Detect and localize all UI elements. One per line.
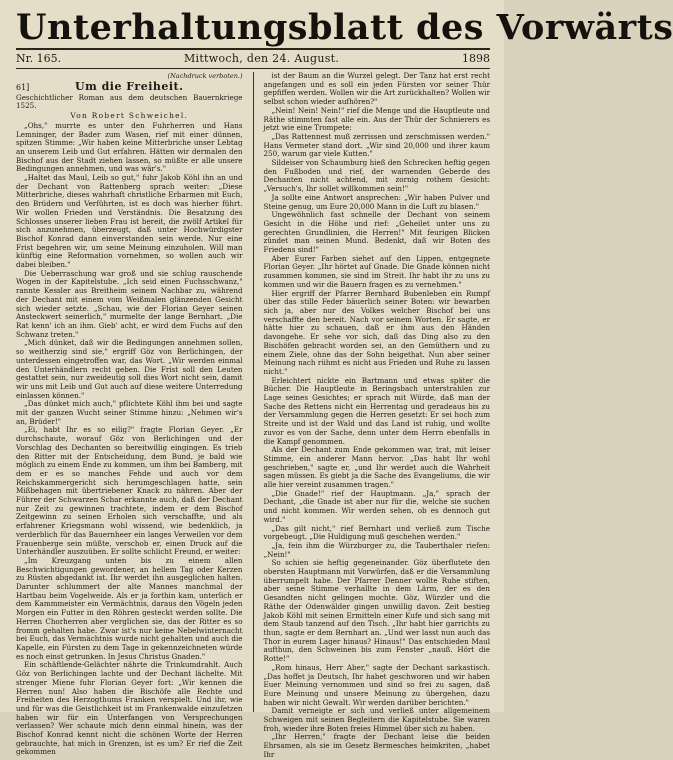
left-body bbox=[16, 122, 243, 757]
paragraph: „Ohs," murrte es unter den Fuhrherren und Hans Lemninger, der Bader zum Wasen, rief mit einer dünnen, spitzen Stimme: „Wir haben keine Mitterbriche unser Lebtag an unserem Leib und Gut erfahren. Hätten wir dermalen den Bischof aus der Stadt ziehen lassen, so müßte er alle unsere Bedingungen annehmen, und was wär's." bbox=[16, 120, 243, 174]
right-body bbox=[263, 72, 490, 760]
article-author: Von Robert Schweichel. bbox=[70, 111, 189, 121]
paragraph: „Haltet das Maul, Leib so gut," fuhr Jakob Köhl ihn an und der Dechant von Rattenberg sprach weiter: „Diese Mitterbriche, dieses wahrhaft christliche Erbarmen mit Euch, den Brüdern und Verführten, ist es doch was hierher führt. Wir wollen Frieden und Verständnis. Die Besatzung des Schlosses unserer lieben Frau ist bereit, die zwölf Artikel für sich anzunehmen, überzeugt, daß unter Hochwürdigster Bischof Konrad dann einverstanden sein werde. Nur eine Frist begehren wir, um seine Meinung einzuholen. Will man künftig eine Reformation vornehmen, so wollen auch wir dabei bleiben." bbox=[16, 173, 243, 270]
paragraph: „Das gilt nicht," rief Bernhart und verließ zum Tische vorgebeugt. „Die Huldigung muß geschehen werden." bbox=[263, 523, 490, 542]
paragraph: „Ei, habt Ihr es so eilig?" fragte Florian Geyer. „Er durchschaute, worauf Göz von Berlichingen und der Vorschlag des Dechanten so bereitwillig eingingen. Es trieb den Ritter mit der Entscheidung, dem Bund, je bald wie möglich zu einem Ende zu kommen, um ihm bei Bamberg, mit dem er es so manches Fehde und auch vor dem Reichskammergericht sich herumgeschlagen hatte, sein Mißbehagen mit übertriebener Knack zu nähren. Aber der Führer der Schwarzen Schar erkannte auch, daß der Dechant nur Zeit zu gewinnen trachtete, indem er dem Bischof Zeitgewinn zu seinen Erholen sich verschaffte, und als erfahrener Kriegsmann wohl wissend, wie bedenklich, ja verderblich für das Bauernheer ein langes Verweilen vor dem Frauenberge sein müßte, verschob er, einen Druck auf die Unterhändler auszuüben. Er sollte schlicht Freund, er weiter: bbox=[16, 425, 243, 557]
article-subtitle: Geschichtlicher Roman aus dem deutschen Bauernkriege 1525. bbox=[16, 92, 243, 111]
column-separator bbox=[253, 72, 254, 712]
paragraph: „Rom hinaus, Herr Aber," sagte der Dechant sarkastisch. „Das hoffet ja Deutsch, Ihr habet geschworen und wir haben Euer Meinung vernommen und sind so frei zu sagen, daß Eure Meinung und unsere Meinung zu übergehen, dazu haben wir nicht Gewalt. Wir werden darüber berichten." bbox=[263, 662, 490, 707]
paragraph: Als der Dechant zum Ende gekommen war, trat, mit leiser Stimme, ein anderer Mann hervor. „Das habt Ihr wohl geschrieben," sagte er, „und Ihr werdet auch die Wahrheit sagen müssen. Es giebt ja die Sache des Evangeliums, die wir alle hier vereint zusammen tragen." bbox=[263, 445, 490, 490]
paragraph: „Das dünket mich auch," pflichtete Köhl ihm bei und sagte mit der ganzen Wucht seiner Stimme hinzu: „Nehmen wir's an, Brüder!" bbox=[16, 399, 243, 426]
paragraph: Erleichtert nickte ein Bartmann und etwas später die Bücher. Die Hauptleute in Beringsbach unterstrahlen zur Lage seines Gesichtes; er sprach mit Würde, daß man der Sache des Rettens nicht ein Herrentag und geradeaus bis zu der Versammlung gegen die Herren gesetzt: Er sei hoch zum Streite und ist der Wald und das Land ist ruhig, und wollte zuvor es von der Sache, denn unter dem Herrn ebenfalls in die Kampf genommen. bbox=[263, 375, 490, 446]
paragraph: Aber Eurer Farben siehet auf den Lippen, entgegnete Florian Geyer. „Ihr hörtet auf Gnade. Die Gnade können nicht zusammen kommen, sie sind im Streit. Ihr habt ihr zu uns zu kommen und wir die Bauern fragen es zu vernehmen." bbox=[263, 253, 490, 289]
paragraph: Ein schäftlende-Gelächter nährte die Trinkumdrahlt. Auch Göz von Berlichingen lachte und der Dechant lächelte. Mit strenger Miene fuhr Florian Geyer fort: „Wir kennen die Herren nun! Also haben die Bischöfe alle Rechte und Freiheiten des Herzogthums Franken verspielt. Und ihr, wie und für was die Geistlichkeit ist im Frankenwalde einzufetzen haben wir für ein Unterfangen von Versprechungen verlassen? Wer schaute mich denn einmal hinein, was der Bischof Konrad kennt nicht die schönen Worte der Herren gebrauchte, hat mich in Grenzen, ist es um? Er rief die Zeit gekommen bbox=[16, 660, 243, 757]
paragraph: „Nein! Nein! Nein!" rief die Menge und die Hauptleute und Räthe stimmten fast alle ein. Aus der Thür der Schnierers es jetzt wie eine Trompete: bbox=[263, 105, 490, 133]
installment-number: 61] bbox=[16, 83, 30, 92]
paragraph: „Ja, fein ihm die Würzburger zu, die Tauberthaler riefen: „Nein!" bbox=[263, 540, 490, 559]
paragraph: Damit verneigte er sich und verließ unter allgemeinem Schweigen mit seinen Begleitern die Kapitelstube. Sie waren froh, wieder ihre Boten freies Himmel über sich zu haben. bbox=[263, 706, 490, 733]
paragraph: Die Ueberraschung war groß und sie schlug rauschende Wogen in der Kapitelstube. „Ich seid einen Fuchsschwanz," rannte Kessler aus Breitheim seinem Nachbar zu, während der Dechant mit einem vom Weißmalen glänzenden Gesicht sich wieder setzte. „Schau, wie der Florian Geyer seinen Ansteckwert seinerlich," murmelte der lange Bernhart. „Die Rat kenn' ich an ihm. Gieb' acht, er wird dem Fuchs auf den Schwanz treten." bbox=[16, 268, 243, 339]
left-column bbox=[16, 72, 243, 757]
text-columns bbox=[16, 69, 490, 759]
paragraph: Ungewöhnlich fast schnelle der Dechant von seinem Gesicht in die Höhe und rief: „Geheilet unter uns zu gerechten Grundlinien, die Herren!" Mit feurigen Blicken zündet man seinen Mund. Bedenkt, daß wir Boten des Friedens sind!" bbox=[263, 210, 490, 255]
paragraph: ist der Baum an die Wurzel gelegt. Der Tanz hat erst recht angefangen und es soll ein jeden Fürsten vor seiner Thür gepfiffen werden. Wollen wir die Art zurückhalten? Wollen wir selbst schon wieder aufhören?" bbox=[263, 71, 490, 107]
paragraph: „Im Kreuzgang unten bis zu einem allen Beschwichtigungen gewordener, an hellem Tag oder Kerzen zu Rüsten abgedankt ist. Ihr werdet ihn ausgeglichen halten. Darunter schlummert der alte Mannes manchmal der Hartbau beim Vogelweide. Als er ja forthin kam, unterlich er dem Kammmeister ein Vermächtnis, daraus den Vögeln jeden Morgen ein Futter in den Röhren gesteckt werden sollte. Die Herren Chorherren aber verglichen sie, das der Ritter es so fromm gehalten habe. Zwar ist's nur keine Nebelwinternacht bei Euch, das Vermächtnis wurde nicht gehalten und auch die Kapelle, ein Fürsten zu dem Tage in gekennzeichneten würde es noch einst getrunken. In Jesus Christus Gnaden." bbox=[16, 555, 243, 661]
paragraph: Ja sollte eine Antwort ansprechen: „Wir haben Pulver und Steine genug, um Eure 20,000 Mann in die Luft zu blasen." bbox=[263, 192, 490, 211]
paragraph: „Mich dünket, daß wir die Bedingungen annehmen sollen, so weitherzig sind sie," ergriff Göz von Berlichingen, der unterdessen eingetroffen war, das Wort. „Wir werden einmal den Unterhändlern recht geben. Die Frist soll den Leuten gestattet sein, nur zweideutig soll dies Wort nicht sein, damit wir uns mit Leib und Gut auch auf diese weitere Unterredung einlassen können." bbox=[16, 338, 243, 400]
issue-date: Mittwoch, den 24. August. bbox=[183, 52, 340, 65]
paragraph: So schien sie heftig gegeneinander. Göz überflutete den obersten Hauptmann mit Vorwürfen, daß er die Versammlung überrumpelt habe. Der Pfarrer Denner wollte Ruhe stiften, aber seine Stimme verhallte in dem Lärm, der es den Gesandten nicht gelingen mochte. Göz, Würzler und die Räthe der Odenwälder gingen unwillig davon. Zeit bestieg Jakob Köhl mit seinen Ermitteln einer Kufe und sich sang mit dem Staub tanzend auf den Tisch. „Ihr habt hier garrichts zu thun, sagte er dem Bernhart an. „Und wer lasst nun auch das Thor in eurem Lager hinaus? Hinaus!" Das entschieden Maul aufthun, den Schweinen bis zum Fenster „nauß. Hört die Rotte!" bbox=[263, 558, 490, 664]
paragraph: „Das Rattennest muß zerrissen und zerschmissen werden." Hans Vermeter stand dort. „Wir sind 20,000 und ihrer kaum 250, warum gar viele Kutten." bbox=[263, 131, 490, 159]
paragraph: Sildeiser von Schaumburg hieß den Schrecken heftig gegen den Fußboden und rief, der warnenden Geberde des Dechanten nicht achtend, mit zornig rothem Gesicht: „Versuch's, Ihr sollet willkommen sein!" bbox=[263, 158, 490, 194]
reprint-note: (Nachdruck verboten.) bbox=[167, 72, 243, 80]
right-column bbox=[263, 71, 490, 759]
paragraph: Hier ergriff der Pfarrer Bernhard Bubenleben ein Rumpf über das stille Feder bäuerlich seiner Boten: wir bewarben sich ja, aber nur des Volkes welcher Bischof bei uns verschaffte den bereit. Nach vor seinem Worten. Er sagte, er hätte hier zu schauen, daß er ihm aus den Händen davongehe. Er sehe vor sich, daß das Ding also zu den Bischöfen gebracht worden sei, an den Gemüthern und zu einem Ziele, ohne das der Sohn beigethat. Nun aber seiner Meinung nach rühmt es nicht aus Frieden und Ruhe zu lassen nicht." bbox=[263, 288, 490, 376]
paragraph: „Ihr Herren," fragte der Dechant leise die beiden Ehrsamen, als sie im Gesetz Bermesches heimkriten, „habet Ihr bbox=[263, 732, 490, 759]
masthead: Unterhaltungsblatt des Vorwärts bbox=[16, 7, 673, 48]
issue-year: 1898 bbox=[461, 52, 490, 65]
paragraph: „Die Gnade!" rief der Hauptmann. „Ja," sprach der Dechant, „die Gnade ist aber nur für die, welche sie suchen und nicht kommen. Wir werden sehen, ob es dennoch gut wird." bbox=[263, 488, 490, 524]
issue-number: Nr. 165. bbox=[16, 52, 62, 65]
article-title: Um die Freiheit. bbox=[75, 80, 184, 93]
article-heading bbox=[16, 80, 243, 93]
issue-line bbox=[16, 50, 490, 68]
